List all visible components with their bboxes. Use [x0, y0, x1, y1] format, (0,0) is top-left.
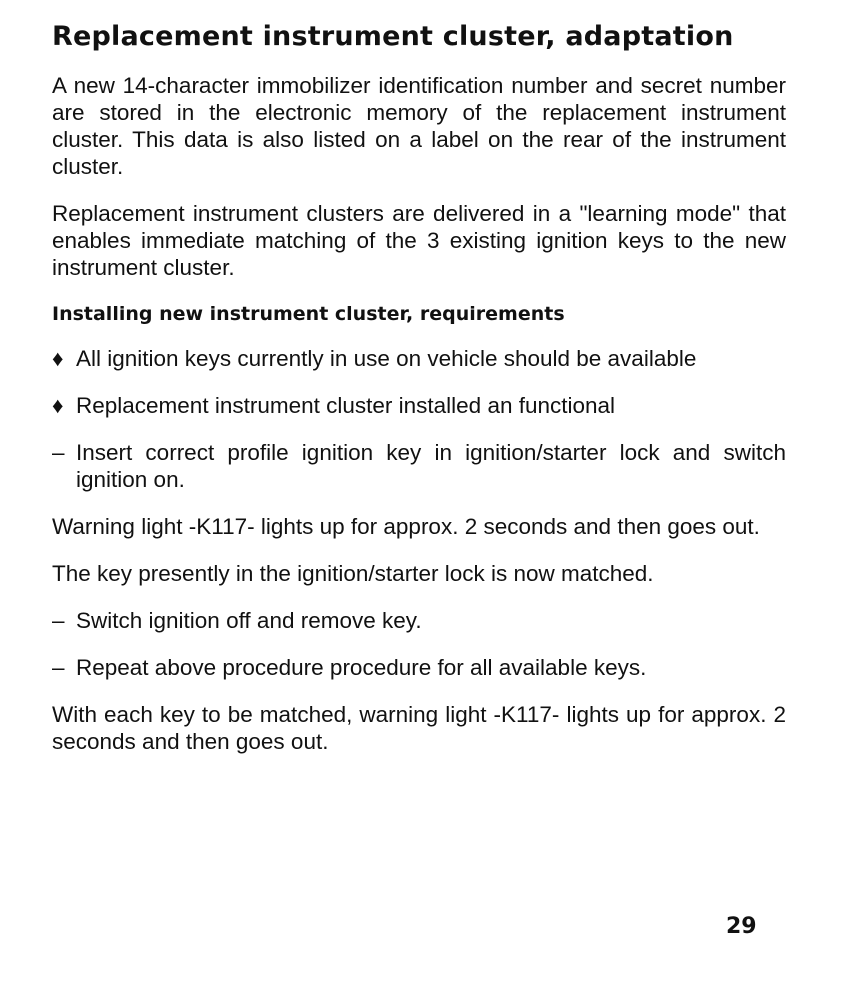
- requirement-item: [52, 392, 786, 419]
- page-title: Replacement instrument cluster, adaptation: [52, 21, 734, 52]
- diamond-bullet-icon: ♦: [52, 393, 64, 418]
- procedure-step-text: Switch ignition off and remove key.: [76, 608, 422, 633]
- procedure-result: Warning light -K117- lights up for approx. 2 seconds and then goes out.: [52, 514, 760, 539]
- procedure-result: The key presently in the ignition/starter lock is now matched.: [52, 561, 654, 586]
- intro-paragraph-1: A new 14-character immobilizer identification number and secret number are stored in the electronic memory of the replacement instrument cluster. This data is also listed on a label on the rear of the instrument cluster.: [52, 73, 786, 179]
- requirement-text: All ignition keys currently in use on vehicle should be available: [76, 346, 697, 371]
- procedure-step-text: Insert correct profile ignition key in ignition/starter lock and switch ignition on.: [76, 440, 786, 492]
- page-number: 29: [726, 914, 757, 939]
- requirements-heading: Installing new instrument cluster, requirements: [52, 303, 565, 325]
- intro-paragraph-2: Replacement instrument clusters are delivered in a "learning mode" that enables immediate matching of the 3 existing ignition keys to the new instrument cluster.: [52, 201, 786, 280]
- procedure-step: [52, 654, 786, 681]
- procedure-step-text: Repeat above procedure procedure for all available keys.: [76, 655, 647, 680]
- procedure-step: [52, 607, 786, 634]
- manual-page: [52, 20, 786, 775]
- procedure-step: [52, 439, 786, 493]
- dash-bullet-icon: –: [52, 655, 65, 680]
- dash-bullet-icon: –: [52, 440, 65, 465]
- diamond-bullet-icon: ♦: [52, 346, 64, 371]
- procedure-result: With each key to be matched, warning light -K117- lights up for approx. 2 seconds and then goes out.: [52, 702, 786, 754]
- dash-bullet-icon: –: [52, 608, 65, 633]
- requirement-item: [52, 345, 786, 372]
- requirement-text: Replacement instrument cluster installed an functional: [76, 393, 616, 418]
